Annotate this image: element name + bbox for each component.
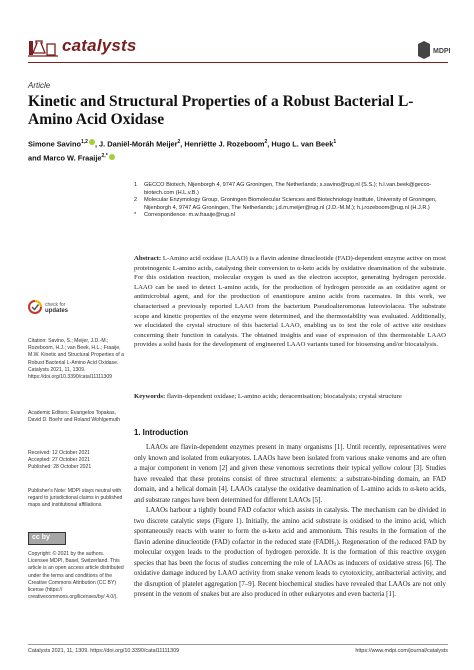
orcid-icon[interactable] (109, 154, 115, 160)
abstract (134, 254, 446, 350)
updates-line1: check for (45, 302, 66, 308)
author-affiliation: 2 (177, 139, 181, 145)
author-name[interactable]: Hugo L. van Beek (271, 139, 334, 149)
affiliation-number: 2 (134, 197, 138, 204)
article-type: Article (28, 81, 51, 90)
separator: , (267, 139, 272, 149)
academic-editors: Academic Editors: Evangelos Topakas, David D. Boehr and Roland Wohlgemuth (28, 410, 120, 424)
affiliations (134, 182, 450, 220)
conjunction: and (28, 153, 44, 163)
author-name[interactable]: Marco W. Fraaije (43, 153, 102, 163)
article-dates (28, 450, 124, 472)
affiliation-number: * (134, 212, 137, 219)
author-affiliation: 1,2 (80, 139, 88, 145)
separator: , (180, 139, 185, 149)
cc-license-badge[interactable] (28, 532, 66, 545)
affiliation-item (134, 182, 450, 197)
updates-line2: updates (45, 308, 69, 314)
author-list (28, 136, 448, 165)
keywords (134, 392, 446, 402)
separator: , (94, 139, 100, 149)
affiliation-item (134, 197, 450, 212)
cc-license-label: cc by (32, 534, 50, 541)
footer-citation[interactable]: Catalysts 2021, 11, 1309. https://doi.org/10.3390/catal11111309 (28, 648, 180, 654)
keywords-label: Keywords: (134, 393, 166, 400)
published-date: Published: 28 October 2021 (28, 464, 92, 471)
check-updates-icon (28, 300, 42, 318)
publisher-name: MDPI (433, 48, 451, 55)
accepted-date: Accepted: 27 October 2021 (28, 457, 91, 464)
citation-block: Citation: Savino, S.; Meijer, J.D.-M.; Rozeboom, H.J.; van Beek, H.L.; Fraaije, M.W. Kinetic and Structural Properties of a Robust Bacterial L-Amino Acid Oxidase. Catalysts 2021, 11, 1309. https://doi.org/10.3390/catal11111309 (28, 338, 124, 381)
affiliation-item (134, 212, 450, 220)
journal-logo-icon (28, 38, 58, 58)
check-for-updates-button[interactable] (28, 298, 88, 328)
author-name[interactable]: Simone Savino (28, 139, 81, 149)
author-line-1 (28, 136, 448, 150)
affiliation-number: 1 (134, 182, 138, 188)
publisher-note: Publisher's Note: MDPI stays neutral with regard to jurisdictional claims in published maps and institutional affiliations. (28, 488, 123, 509)
introduction-body (134, 443, 446, 601)
correspondence-text[interactable]: Correspondence: m.w.fraaije@rug.nl (144, 212, 235, 219)
abstract-label: Abstract: (134, 255, 162, 262)
author-name[interactable]: J. Daniël-Moráh Meijer (99, 139, 178, 149)
keywords-text: flavin-dependent oxidase; L-amino acids; deracemisation; biocatalysis; crystal structure (166, 393, 402, 400)
author-name[interactable]: Henriëtte J. Rozeboom (184, 139, 265, 149)
introduction-heading: 1. Introduction (134, 428, 189, 437)
journal-name[interactable]: catalysts (62, 36, 137, 55)
header-divider (28, 62, 448, 63)
footer-divider (28, 644, 448, 645)
affiliation-text: GECCO Biotech, Nijenborgh 4, 9747 AG Groningen, The Netherlands; s.savino@rug.nl (S.S.); h.l.van.beek@gecco-biotech.com (H.L.v.B.) (144, 182, 432, 196)
received-date: Received: 12 October 2021 (28, 450, 91, 456)
copyright-notice: Copyright: © 2021 by the authors. Licensee MDPI, Basel, Switzerland. This article is an open access article distributed under the terms and conditions of the Creative Commons Attribution (CC BY) license (https:// creativecommons.org/licenses/by/ 4.0/). (28, 551, 124, 601)
article-title: Kinetic and Structural Properties of a Robust Bacterial L-Amino Acid Oxidase (28, 93, 414, 128)
footer-journal-link[interactable]: https://www.mdpi.com/journal/catalysts (355, 648, 448, 654)
author-affiliation: 2,* (101, 153, 108, 160)
author-line-2 (28, 150, 448, 164)
intro-paragraph-1: LAAOs are flavin-dependent enzymes present in many organisms [1]. Until recently, representatives were only known and isolated from eukaryotes. LAAOs have been isolated from various snake venoms and are often a major component in venom [2] and given these venomous secretions their typical yellow colour [3]. Studies have revealed that these proteins consist of three structural elements: a substrate-binding domain, an FAD domain, and a helical domain [4]. LAAOs catalyse the oxidative deamination of L-amino acids to α-keto acids, and substrate ranges have been determined for different LAAOs [5]. (134, 444, 446, 504)
author-affiliation: 1 (333, 139, 337, 145)
mdpi-logo-icon[interactable] (416, 40, 451, 60)
author-affiliation: 2 (264, 139, 268, 145)
intro-paragraph-2: LAAOs harbour a tightly bound FAD cofactor which assists in catalysis. The mechanism can be divided in two discrete catalytic steps (Figure 1). Initially, the amino acid substrate is oxidised to the imino acid, which spontaneously reacts with water to form the α-keto acid and ammonium. This results in the formation of the flavin adenine dinucleotide (FAD) cofactor in the reduced state (FADH₂). Regeneration of the reduced FAD by molecular oxygen leads to the production of hydrogen peroxide. It is the formation of this reactive oxygen species that has been the focus of studies concerning the role of LAAOs as inducers of oxidative stress [6]. The oxidative damage induced by LAAO activity from snake venom leads to cytotoxicity, antibacterial activity, and the disruption of platelet aggregation [7–9]. Recent biochemical studies have revealed that LAAOs are not only present in the venom of snakes but are also produced in other eukaryotes and even bacteria [1]. (134, 507, 446, 598)
affiliation-text: Molecular Enzymology Group, Groningen Biomolecular Sciences and Biotechnology Institute, University of Groningen, Nijenborgh 4, 9747 AG Groningen, The Netherlands; j.d.m.meijer@rug.nl (J.D.-M.M.); h.j.rozeboom@rug.nl (H.J.R.) (144, 197, 437, 211)
abstract-text: L-Amino acid oxidase (LAAO) is a flavin adenine dinucleotide (FAD)-dependent enzyme active on most proteinogenic L-amino acids, catalysing their conversion to α-keto acids by oxidative deamination of the substrate. For this oxidation reaction, molecular oxygen is used as the electron acceptor, generating hydrogen peroxide. LAAO can be used to detect L-amino acids, for the production of hydrogen peroxide as an oxidative agent or antimicrobial agent, and for the production of enantiopure amino acids from racemates. In this work, we characterised a previously reported LAAO from the bacterium Pseudoalteromonas luteoviolacea. The substrate scope and kinetic properties of the enzyme were determined, and the thermostability was evaluated. Additionally, we elucidated the crystal structure of this bacterial LAAO, enabling us to test the role of active site residues concerning their function in catalysis. The obtained insights and ease of expression of this thermostable LAAO provides a solid basis for the development of engineered LAAO variants tuned for biosensing and/or biocatalysis. (134, 255, 447, 349)
